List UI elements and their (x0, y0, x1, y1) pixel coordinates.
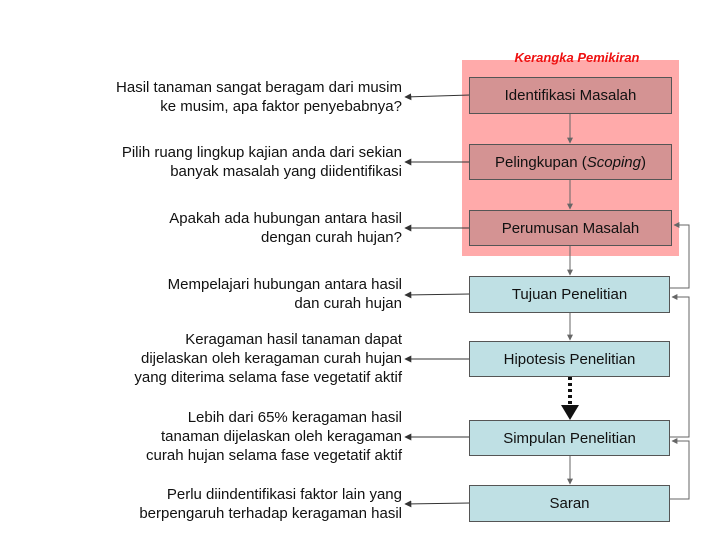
step-pelingkupan: Pelingkupan ( Scoping ) (469, 144, 672, 180)
dotted-arrow-head (561, 405, 579, 420)
step-hipotesis-penelitian: Hipotesis Penelitian (469, 341, 670, 377)
step-simpulan-penelitian: Simpulan Penelitian (469, 420, 670, 456)
step-saran: Saran (469, 485, 670, 522)
description-simpulan: Lebih dari 65% keragaman hasil tanaman dijelaskan oleh keragaman curah hujan selama fase vegetatif aktif (146, 409, 402, 464)
description-perumusan: Apakah ada hubungan antara hasil dengan curah hujan? (169, 210, 402, 246)
description-pelingkupan: Pilih ruang lingkup kajian anda dari sekian banyak masalah yang diidentifikasi (121, 144, 402, 180)
description-hipotesis: Keragaman hasil tanaman dapat dijelaskan oleh keragaman curah hujan yang diterima selama fase vegetatif aktif (134, 331, 402, 386)
feedback-loop-tujuan-to-perumusan (670, 225, 689, 288)
description-identifikasi: Hasil tanaman sangat beragam dari musim ke musim, apa faktor penyebabnya? (116, 79, 402, 115)
step-tujuan-penelitian: Tujuan Penelitian (469, 276, 670, 313)
feedback-loop-simpulan-to-tujuan (670, 297, 689, 437)
arrow-to-desc-4 (405, 294, 470, 295)
description-saran: Perlu diindentifikasi faktor lain yang berpengaruh terhadap keragaman hasil (139, 486, 402, 522)
step-perumusan-masalah: Perumusan Masalah (469, 210, 672, 246)
framework-title: Kerangka Pemikiran (514, 50, 640, 65)
step-identifikasi-masalah: Identifikasi Masalah (469, 77, 672, 114)
description-tujuan: Mempelajari hubungan antara hasil dan curah hujan (167, 276, 402, 312)
arrow-to-desc-7 (405, 503, 470, 504)
feedback-loop-saran-to-simpulan (670, 441, 689, 499)
arrow-to-desc-1 (405, 95, 470, 97)
